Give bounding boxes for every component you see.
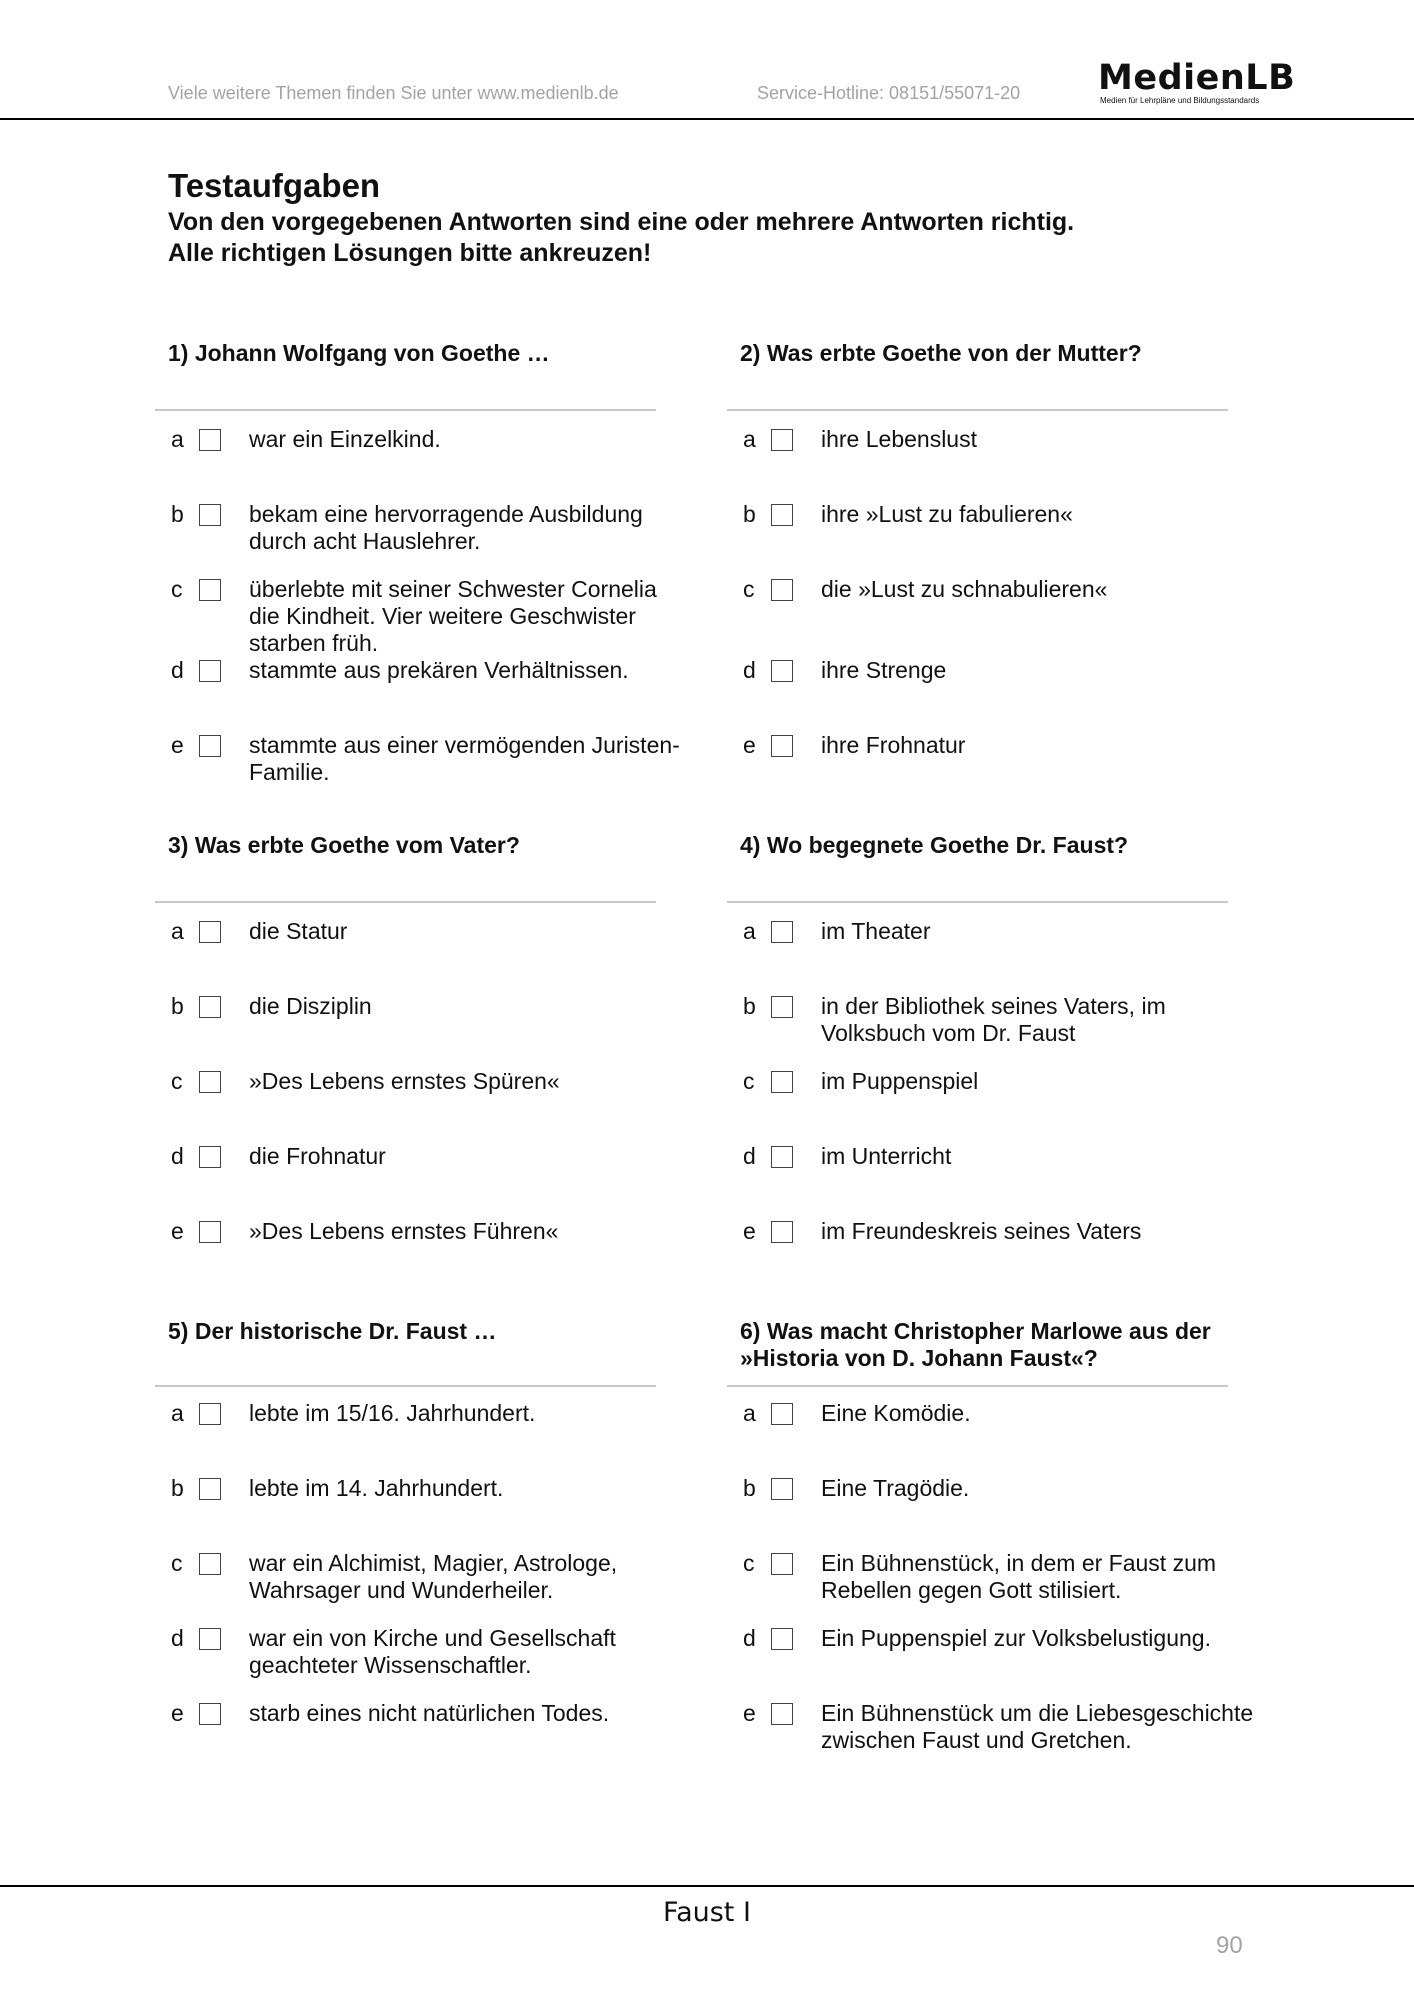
question-title: 6) Was macht Christopher Marlowe aus der »Historia von D. Johann Faust«? (740, 1318, 1211, 1371)
question-divider (155, 409, 656, 411)
option-text: im Theater (821, 918, 931, 944)
answer-checkbox[interactable] (199, 1553, 221, 1575)
option-letter: b (171, 501, 184, 527)
answer-checkbox[interactable] (771, 504, 793, 526)
option-text: Ein Puppenspiel zur Volksbelustigung. (821, 1625, 1211, 1651)
option-text: »Des Lebens ernstes Spüren« (249, 1068, 560, 1094)
question-divider (155, 1385, 656, 1387)
answer-checkbox[interactable] (199, 1403, 221, 1425)
option-letter: c (743, 1068, 755, 1094)
answer-checkbox[interactable] (771, 660, 793, 682)
option-letter: d (171, 657, 184, 683)
website-note: Viele weitere Themen finden Sie unter www.medienlb.de (168, 83, 619, 103)
answer-checkbox[interactable] (199, 429, 221, 451)
page-title: Testaufgaben (168, 167, 381, 204)
option-text: ihre Lebenslust (821, 426, 977, 452)
answer-checkbox[interactable] (199, 1478, 221, 1500)
logo-wordmark: MedienLB (1098, 58, 1296, 98)
header-divider (0, 118, 1414, 120)
answer-checkbox[interactable] (771, 1703, 793, 1725)
option-letter: a (743, 918, 756, 944)
instruction-line: Alle richtigen Lösungen bitte ankreuzen! (168, 239, 652, 267)
answer-checkbox[interactable] (771, 1478, 793, 1500)
answer-checkbox[interactable] (771, 1146, 793, 1168)
medienlb-logo (1098, 58, 1296, 105)
option-letter: a (743, 426, 756, 452)
footer-divider (0, 1885, 1414, 1887)
answer-checkbox[interactable] (771, 921, 793, 943)
option-text: im Freundeskreis seines Vaters (821, 1218, 1142, 1244)
option-letter: d (743, 1625, 756, 1651)
option-text: Ein Bühnenstück um die Liebesgeschichte zwischen Faust und Gretchen. (821, 1700, 1254, 1753)
option-letter: e (171, 1700, 184, 1726)
option-letter: d (743, 1143, 756, 1169)
option-text: ihre »Lust zu fabulieren« (821, 501, 1073, 527)
option-text: lebte im 15/16. Jahrhundert. (249, 1400, 536, 1426)
option-text: stammte aus prekären Verhältnissen. (249, 657, 629, 683)
option-text: die Disziplin (249, 993, 372, 1019)
option-letter: d (743, 657, 756, 683)
option-letter: e (171, 732, 184, 758)
option-letter: c (171, 1550, 183, 1576)
answer-checkbox[interactable] (771, 429, 793, 451)
option-text: Eine Komödie. (821, 1400, 971, 1426)
option-letter: a (743, 1400, 756, 1426)
answer-checkbox[interactable] (771, 1071, 793, 1093)
page-header (0, 0, 1414, 120)
option-letter: b (743, 1475, 756, 1501)
option-letter: c (743, 1550, 755, 1576)
logo-tagline: Medien für Lehrpläne und Bildungsstandards (1100, 96, 1260, 105)
answer-checkbox[interactable] (771, 1628, 793, 1650)
option-letter: c (171, 576, 183, 602)
option-text: bekam eine hervorragende Ausbildung durch acht Hauslehrer. (249, 501, 643, 554)
answer-checkbox[interactable] (199, 504, 221, 526)
option-letter: a (171, 1400, 184, 1426)
answer-checkbox[interactable] (199, 1703, 221, 1725)
option-text: Ein Bühnenstück, in dem er Faust zum Rebellen gegen Gott stilisiert. (821, 1550, 1217, 1603)
footer-title: Faust I (663, 1897, 751, 1928)
answer-checkbox[interactable] (199, 1628, 221, 1650)
option-letter: b (171, 1475, 184, 1501)
option-letter: d (171, 1143, 184, 1169)
option-text: im Puppenspiel (821, 1068, 979, 1094)
option-text: war ein Alchimist, Magier, Astrologe, Wahrsager und Wunderheiler. (249, 1550, 618, 1603)
option-text: Eine Tragödie. (821, 1475, 970, 1501)
answer-checkbox[interactable] (199, 921, 221, 943)
answer-checkbox[interactable] (199, 579, 221, 601)
service-hotline: Service-Hotline: 08151/55071-20 (757, 83, 1021, 103)
answer-checkbox[interactable] (771, 996, 793, 1018)
option-letter: a (171, 918, 184, 944)
option-letter: d (171, 1625, 184, 1651)
answer-checkbox[interactable] (199, 735, 221, 757)
option-text: lebte im 14. Jahrhundert. (249, 1475, 504, 1501)
option-text: die »Lust zu schnabulieren« (821, 576, 1108, 602)
instruction-line: Von den vorgegebenen Antworten sind eine oder mehrere Antworten richtig. (168, 208, 1075, 236)
option-letter: e (171, 1218, 184, 1244)
option-letter: e (743, 1700, 756, 1726)
option-letter: a (171, 426, 184, 452)
option-letter: b (743, 501, 756, 527)
option-letter: c (171, 1068, 183, 1094)
instructions (168, 207, 1074, 269)
answer-checkbox[interactable] (771, 1403, 793, 1425)
option-text: im Unterricht (821, 1143, 952, 1169)
option-letter: b (743, 993, 756, 1019)
answer-checkbox[interactable] (771, 579, 793, 601)
answer-checkbox[interactable] (199, 996, 221, 1018)
option-letter: e (743, 732, 756, 758)
question-title: 3) Was erbte Goethe vom Vater? (168, 832, 520, 858)
answer-checkbox[interactable] (199, 1146, 221, 1168)
question-divider (155, 901, 656, 903)
question-title: 1) Johann Wolfgang von Goethe … (168, 340, 550, 366)
answer-checkbox[interactable] (771, 1553, 793, 1575)
option-letter: e (743, 1218, 756, 1244)
option-text: stammte aus einer vermögenden Juristen-Familie. (249, 732, 680, 785)
question-divider (727, 409, 1228, 411)
question-title: 4) Wo begegnete Goethe Dr. Faust? (740, 832, 1129, 858)
answer-checkbox[interactable] (199, 1221, 221, 1243)
option-text: die Frohnatur (249, 1143, 386, 1169)
option-text: ihre Frohnatur (821, 732, 966, 758)
answer-checkbox[interactable] (199, 660, 221, 682)
option-text: war ein Einzelkind. (249, 426, 441, 452)
option-text: starb eines nicht natürlichen Todes. (249, 1700, 610, 1726)
option-text: in der Bibliothek seines Vaters, im Volksbuch vom Dr. Faust (821, 993, 1166, 1046)
option-letter: b (171, 993, 184, 1019)
page-number: 90 (1216, 1932, 1243, 1959)
answer-checkbox[interactable] (771, 735, 793, 757)
answer-checkbox[interactable] (771, 1221, 793, 1243)
question-divider (727, 1385, 1228, 1387)
option-text: die Statur (249, 918, 348, 944)
question-title: 2) Was erbte Goethe von der Mutter? (740, 340, 1142, 366)
option-letter: c (743, 576, 755, 602)
option-text: ihre Strenge (821, 657, 947, 683)
option-text: überlebte mit seiner Schwester Cornelia die Kindheit. Vier weitere Geschwister starben früh. (249, 576, 657, 656)
question-title: 5) Der historische Dr. Faust … (168, 1318, 497, 1344)
question-divider (727, 901, 1228, 903)
option-text: »Des Lebens ernstes Führen« (249, 1218, 559, 1244)
option-text: war ein von Kirche und Gesellschaft geachteter Wissenschaftler. (249, 1625, 616, 1678)
answer-checkbox[interactable] (199, 1071, 221, 1093)
